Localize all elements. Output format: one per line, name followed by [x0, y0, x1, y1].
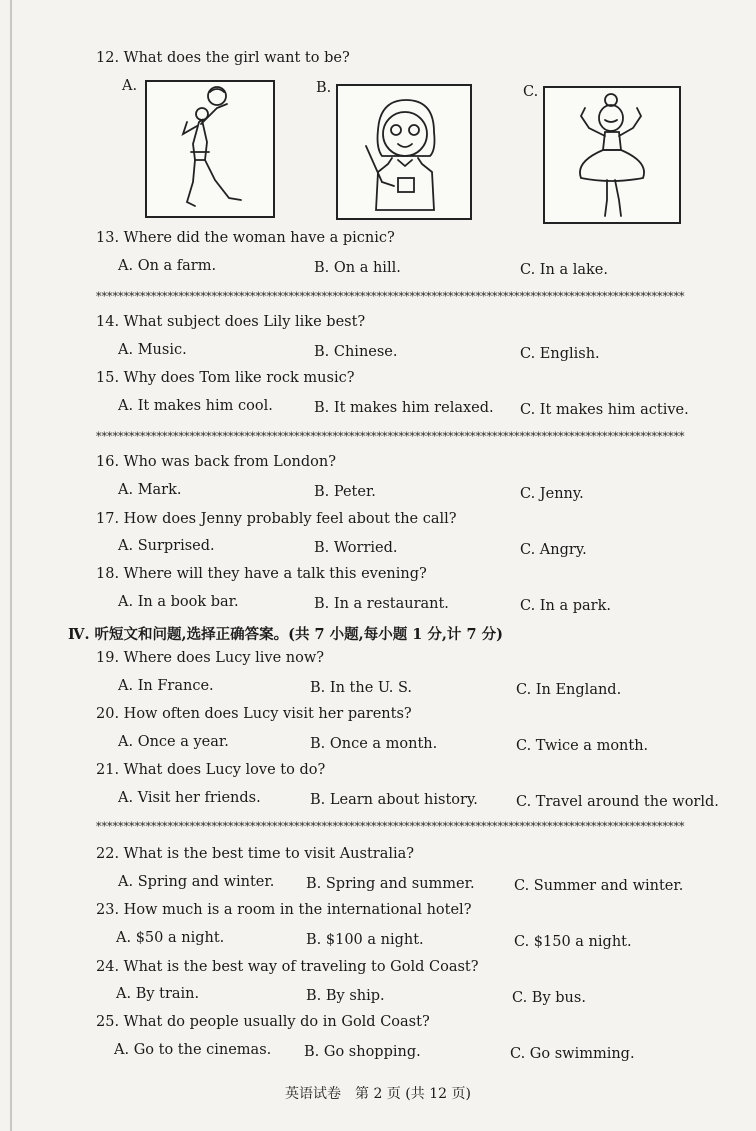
- option-22a: A. Spring and winter.: [118, 874, 275, 890]
- question-24: 24. What is the best way of traveling to Gold Coast?: [96, 959, 479, 975]
- volleyball-player-icon: [147, 82, 273, 216]
- option-18c: C. In a park.: [520, 598, 611, 614]
- question-21: 21. What does Lucy love to do?: [96, 762, 326, 778]
- page-footer: 英语试卷 第 2 页 (共 12 页): [285, 1086, 471, 1102]
- option-15c: C. It makes him active.: [520, 402, 689, 418]
- option-25a: A. Go to the cinemas.: [114, 1042, 272, 1058]
- question-13: 13. Where did the woman have a picnic?: [96, 230, 395, 246]
- option-21b: B. Learn about history.: [310, 792, 478, 808]
- question-22: 22. What is the best time to visit Australia?: [96, 846, 415, 862]
- option-16c: C. Jenny.: [520, 486, 584, 502]
- option-13c: C. In a lake.: [520, 262, 608, 278]
- option-17a: A. Surprised.: [118, 538, 215, 554]
- picture-ballet-dancer: [543, 86, 681, 224]
- option-25c: C. Go swimming.: [510, 1046, 635, 1062]
- option-13b: B. On a hill.: [314, 260, 401, 276]
- option-20c: C. Twice a month.: [516, 738, 649, 754]
- question-15: 15. Why does Tom like rock music?: [96, 370, 355, 386]
- option-19b: B. In the U. S.: [310, 680, 413, 696]
- option-14c: C. English.: [520, 346, 600, 362]
- option-23c: C. $150 a night.: [514, 934, 632, 950]
- question-14: 14. What subject does Lily like best?: [96, 314, 366, 330]
- question-23: 23. How much is a room in the international hotel?: [96, 902, 472, 918]
- option-21a: A. Visit her friends.: [118, 790, 261, 806]
- option-23b: B. $100 a night.: [306, 932, 424, 948]
- option-24c: C. By bus.: [512, 990, 586, 1006]
- option-13a: A. On a farm.: [118, 258, 217, 274]
- question-25: 25. What do people usually do in Gold Coast?: [96, 1014, 430, 1030]
- picture-label-b: B.: [316, 80, 332, 96]
- option-21c: C. Travel around the world.: [516, 794, 719, 810]
- picture-teacher: [336, 84, 472, 220]
- option-15b: B. It makes him relaxed.: [314, 400, 494, 416]
- picture-label-a: A.: [122, 78, 138, 94]
- option-19c: C. In England.: [516, 682, 622, 698]
- ballet-dancer-icon: [545, 88, 679, 222]
- option-20a: A. Once a year.: [118, 734, 229, 750]
- option-24a: A. By train.: [116, 986, 200, 1002]
- binding-margin-line: [10, 0, 12, 1131]
- option-23a: A. $50 a night.: [116, 930, 225, 946]
- option-22b: B. Spring and summer.: [306, 876, 475, 892]
- question-20: 20. How often does Lucy visit her parents?: [96, 706, 412, 722]
- picture-volleyball-player: [145, 80, 275, 218]
- option-19a: A. In France.: [118, 678, 214, 694]
- option-24b: B. By ship.: [306, 988, 385, 1004]
- option-22c: C. Summer and winter.: [514, 878, 684, 894]
- teacher-icon: [338, 86, 470, 218]
- picture-label-c: C.: [523, 84, 539, 100]
- question-18: 18. Where will they have a talk this evening?: [96, 566, 427, 582]
- question-12: 12. What does the girl want to be?: [96, 50, 350, 66]
- option-25b: B. Go shopping.: [304, 1044, 421, 1060]
- option-16a: A. Mark.: [118, 482, 182, 498]
- option-20b: B. Once a month.: [310, 736, 438, 752]
- separator-1: ***********************************************************************************************************: [96, 290, 685, 303]
- separator-2: ***********************************************************************************************************: [96, 430, 685, 443]
- question-19: 19. Where does Lucy live now?: [96, 650, 325, 666]
- option-15a: A. It makes him cool.: [118, 398, 273, 414]
- option-17b: B. Worried.: [314, 540, 398, 556]
- option-16b: B. Peter.: [314, 484, 376, 500]
- option-14a: A. Music.: [118, 342, 187, 358]
- question-17: 17. How does Jenny probably feel about the call?: [96, 511, 457, 527]
- option-14b: B. Chinese.: [314, 344, 398, 360]
- question-16: 16. Who was back from London?: [96, 454, 337, 470]
- section-4-heading: Ⅳ. 听短文和问题,选择正确答案。(共 7 小题,每小题 1 分,计 7 分): [68, 626, 503, 643]
- option-17c: C. Angry.: [520, 542, 587, 558]
- option-18b: B. In a restaurant.: [314, 596, 449, 612]
- option-18a: A. In a book bar.: [118, 594, 239, 610]
- separator-3: ***********************************************************************************************************: [96, 820, 685, 833]
